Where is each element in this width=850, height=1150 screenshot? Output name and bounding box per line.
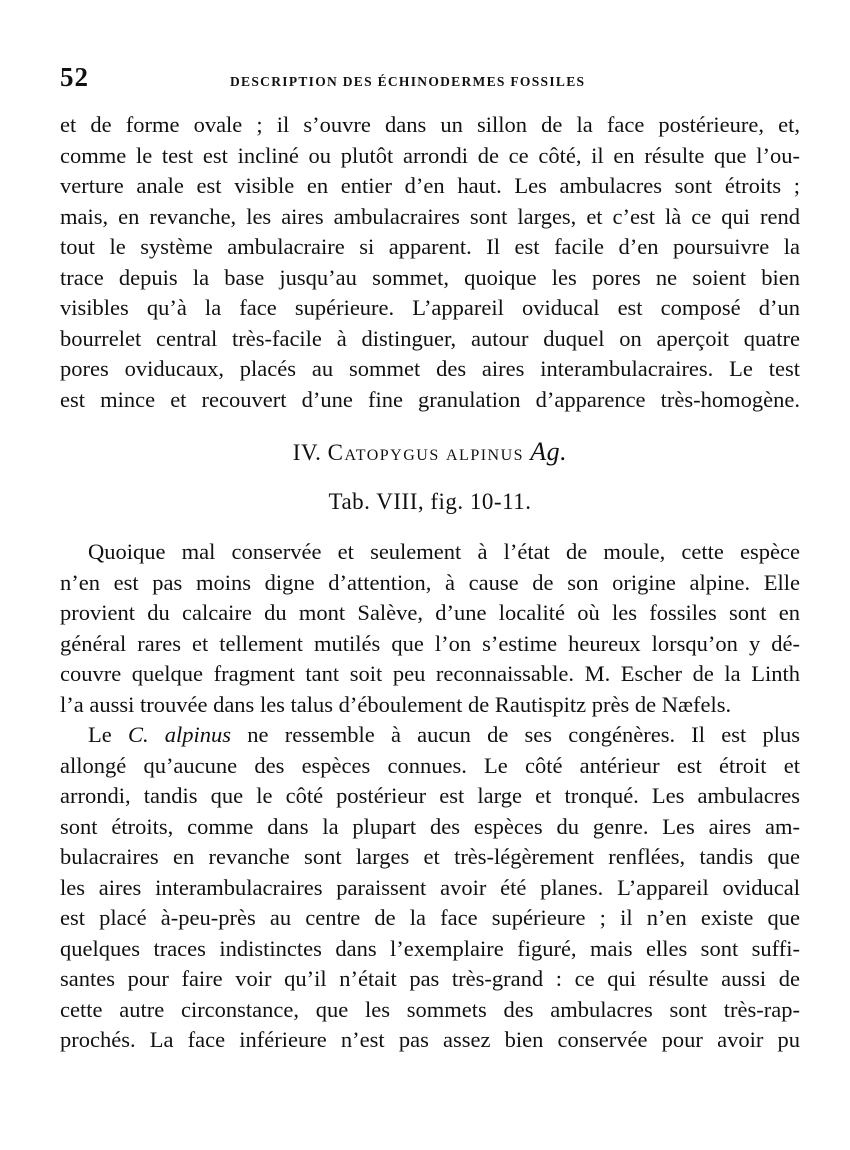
page-header <box>60 62 800 98</box>
paragraph-1 <box>60 110 800 415</box>
text-line: provient du calcaire du mont Salève, d’une localité où les fossiles sont en <box>60 600 800 625</box>
text-line: mais, en revanche, les aires ambulacraires sont larges, et c’est là ce qui rend <box>60 203 800 229</box>
text-line: quelques traces indistinctes dans l’exemplaire figuré, mais elles sont suffi- <box>60 935 800 961</box>
text-fragment: Le <box>88 722 128 747</box>
page <box>60 62 800 1056</box>
text-line-first <box>60 720 800 751</box>
section-species: ALPINUS <box>445 447 525 464</box>
text-line: et de forme ovale ; il s’ouvre dans un sillon de la face postérieure, et, <box>60 112 800 137</box>
section-heading <box>60 437 800 467</box>
text-line: sont étroits, comme dans la plupart des espèces du genre. Les aires am- <box>60 813 800 839</box>
running-title: DESCRIPTION DES ÉCHINODERMES FOSSILES <box>230 74 586 89</box>
plate-reference: Tab. VIII, fig. 10-11. <box>328 489 532 514</box>
section-author: Ag. <box>530 437 568 466</box>
section-genus <box>327 440 440 465</box>
text-line: santes pour faire voir qu’il n’était pas très-grand : ce qui résulte aussi de <box>60 966 800 991</box>
text-line: allongé qu’aucune des espèces connues. Le côté antérieur est étroit et <box>60 752 800 778</box>
text-line: Quoique mal conservée et seulement à l’état de moule, cette espèce <box>88 539 800 564</box>
text-line: cette autre circonstance, que les sommets des ambulacres sont très-rap- <box>60 996 800 1022</box>
text-line: arrondi, tandis que le côté postérieur est large et tronqué. Les ambulacres <box>60 783 800 808</box>
text-line: pores oviducaux, placés au sommet des aires interambulacraires. Le test <box>60 356 800 381</box>
text-line: bourrelet central très-facile à distinguer, autour duquel on aperçoit quatre <box>60 325 800 351</box>
text-line: général rares et tellement mutilés que l’on s’estime heureux lorsqu’on y dé- <box>60 630 800 656</box>
page-number: 52 <box>60 62 89 92</box>
text-line: tout le système ambulacraire si apparent. Il est facile d’en poursuivre la <box>60 234 800 259</box>
text-line: les aires interambulacraires paraissent avoir été planes. L’appareil oviducal <box>60 874 800 900</box>
text-line: comme le test est incliné ou plutôt arrondi de ce côté, il en résulte que l’ou- <box>60 142 800 168</box>
text-line: prochés. La face inférieure n’est pas assez bien conservée pour avoir pu <box>60 1027 800 1052</box>
text-line: est placé à-peu-près au centre de la face supérieure ; il n’en existe que <box>60 905 800 930</box>
genus-initial: C <box>327 440 345 465</box>
section-number: IV. <box>292 440 322 465</box>
genus-rest: ATOPYGUS <box>344 447 440 464</box>
text-line: n’en est pas moins digne d’attention, à cause de son origine alpine. Elle <box>60 569 800 595</box>
text-line: verture anale est visible en entier d’en haut. Les ambulacres sont étroits ; <box>60 173 800 198</box>
species-citation: C. alpinus <box>127 722 232 747</box>
text-line: bulacraires en revanche sont larges et très-légèrement renflées, tandis que <box>60 844 800 869</box>
text-line: trace depuis la base jusqu’au sommet, quoique les pores ne soient bien <box>60 264 800 290</box>
paragraph-3 <box>60 720 800 1056</box>
text-line: est mince et recouvert d’une fine granulation d’apparence très-homogène. <box>60 386 800 412</box>
text-line: visibles qu’à la face supérieure. L’appareil oviducal est composé d’un <box>60 295 800 320</box>
text-line: l’a aussi trouvée dans les talus d’éboulement de Rautispitz près de Næfels. <box>60 691 732 717</box>
text-fragment: ne ressemble à aucun de ses congénères. Il est plus <box>231 722 800 747</box>
paragraph-2 <box>60 537 800 720</box>
text-line: couvre quelque fragment tant soit peu reconnaissable. M. Escher de la Linth <box>60 661 800 686</box>
